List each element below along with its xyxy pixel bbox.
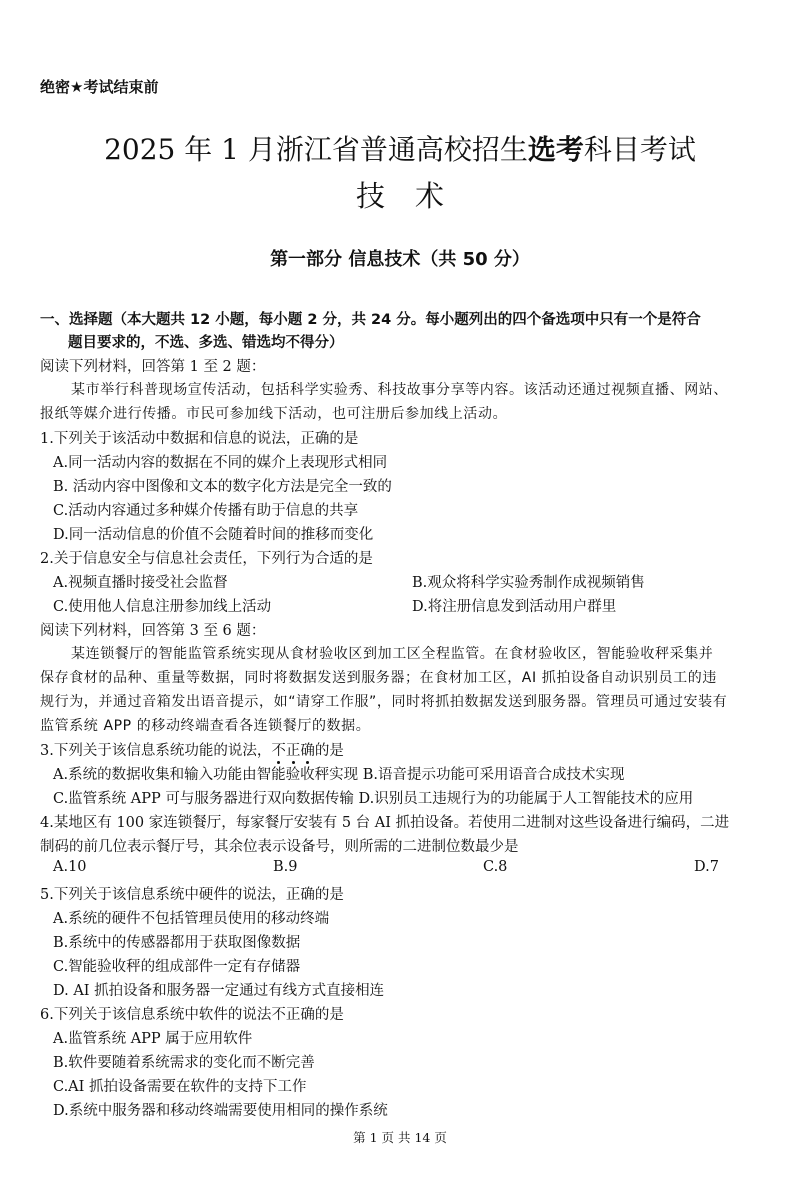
q6-option-d: D.系统中服务器和移动终端需要使用相同的操作系统 xyxy=(53,1103,388,1119)
part-heading: 第一部分 信息技术（共 50 分） xyxy=(270,249,530,270)
title-part-1: 2025 年 1 月浙江省普通高校招生 xyxy=(104,133,528,166)
q5-option-d: D. AI 抓拍设备和服务器一定通过有线方式直接相连 xyxy=(53,983,385,999)
material1-intro: 阅读下列材料，回答第 1 至 2 题： xyxy=(40,359,266,375)
title-bold: 选考 xyxy=(527,133,584,166)
q3-stem-post: 的是 xyxy=(314,743,344,759)
material2-text-2: 保存食材的品种、重量等数据，同时将数据发送到服务器；在食材加工区，AI 抓拍设备自动识别员工的违 xyxy=(40,670,717,686)
q4-option-b: B.9 xyxy=(273,859,298,875)
q3-options-cd: C.监管系统 APP 可与服务器进行双向数据传输 D.识别员工违规行为的功能属于人工智能技术的应用 xyxy=(53,791,694,807)
q5-stem: 5.下列关于该信息系统中硬件的说法，正确的是 xyxy=(40,887,344,903)
subject-title: 技术 xyxy=(355,179,474,213)
emphasis-char: 不 xyxy=(271,739,286,760)
q6-stem: 6.下列关于该信息系统中软件的说法不正确的是 xyxy=(40,1007,344,1023)
material2-intro: 阅读下列材料，回答第 3 至 6 题： xyxy=(40,623,266,639)
q1-option-d: D.同一活动信息的价值不会随着时间的推移而变化 xyxy=(53,527,374,543)
page-number: 第 1 页 共 14 页 xyxy=(353,1130,447,1145)
q2-option-a: A.视频直播时接受社会监督 xyxy=(53,575,228,591)
material1-text-1: 某市举行科普现场宣传活动，包括科学实验秀、科技故事分享等内容。该活动还通过视频直播、网站、 xyxy=(71,382,728,398)
exam-title xyxy=(0,128,800,168)
q2-option-c: C.使用他人信息注册参加线上活动 xyxy=(53,599,272,615)
q1-option-c: C.活动内容通过多种媒介传播有助于信息的共享 xyxy=(53,503,359,519)
confidential-label: 绝密★考试结束前 xyxy=(40,78,159,96)
q5-option-b: B.系统中的传感器都用于获取图像数据 xyxy=(53,935,301,951)
q1-option-a: A.同一活动内容的数据在不同的媒介上表现形式相同 xyxy=(53,455,388,471)
q4-option-a: A.10 xyxy=(53,859,87,875)
q6-option-c: C.AI 抓拍设备需要在软件的支持下工作 xyxy=(53,1079,307,1095)
title-part-2: 科目考试 xyxy=(583,133,696,166)
material1-text-2: 报纸等媒介进行传播。市民可参加线下活动，也可注册后参加线上活动。 xyxy=(40,406,508,422)
q3-stem-pre: 3.下列关于该信息系统功能的说法， xyxy=(40,743,272,759)
emphasis-char: 正 xyxy=(286,739,301,760)
material2-text-1: 某连锁餐厅的智能监管系统实现从食材验收区到加工区全程监管。在食材验收区，智能验收秤采集并 xyxy=(71,646,714,662)
q4-stem-2: 制码的前几位表示餐厅号，其余位表示设备号，则所需的二进制位数最少是 xyxy=(40,839,519,855)
q4-option-d: D.7 xyxy=(694,859,719,875)
q2-option-d: D.将注册信息发到活动用户群里 xyxy=(412,599,617,615)
q3-stem xyxy=(40,739,344,760)
q1-stem: 1.下列关于该活动中数据和信息的说法，正确的是 xyxy=(40,431,359,447)
q2-stem: 2.关于信息安全与信息社会责任，下列行为合适的是 xyxy=(40,551,373,567)
q3-options-ab: A.系统的数据收集和输入功能由智能验收秤实现 B.语音提示功能可采用语音合成技术实现 xyxy=(53,767,625,783)
q6-option-a: A.监管系统 APP 属于应用软件 xyxy=(53,1031,253,1047)
q6-option-b: B.软件要随着系统需求的变化而不断完善 xyxy=(53,1055,315,1071)
section-instructions-1: 一、选择题（本大题共 12 小题，每小题 2 分，共 24 分。每小题列出的四个备选项中只有一个是符合 xyxy=(40,312,701,328)
q5-option-c: C.智能验收秤的组成部件一定有存储器 xyxy=(53,959,301,975)
q4-stem-1: 4.某地区有 100 家连锁餐厅，每家餐厅安装有 5 台 AI 抓拍设备。若使用二进制对这些设备进行编码，二进 xyxy=(40,815,730,831)
q2-option-b: B.观众将科学实验秀制作成视频销售 xyxy=(412,575,645,591)
emphasis-char: 确 xyxy=(300,739,315,760)
section-instructions-2: 题目要求的，不选、多选、错选均不得分） xyxy=(68,335,344,351)
q4-option-c: C.8 xyxy=(483,859,508,875)
material2-text-4: 监管系统 APP 的移动终端查看各连锁餐厅的数据。 xyxy=(40,718,371,734)
material2-text-3: 规行为，并通过音箱发出语音提示，如“请穿工作服”，同时将抓拍数据发送到服务器。管理员可通过安装有 xyxy=(40,694,728,710)
q5-option-a: A.系统的硬件不包括管理员使用的移动终端 xyxy=(53,911,330,927)
q1-option-b: B. 活动内容中图像和文本的数字化方法是完全一致的 xyxy=(53,479,392,495)
